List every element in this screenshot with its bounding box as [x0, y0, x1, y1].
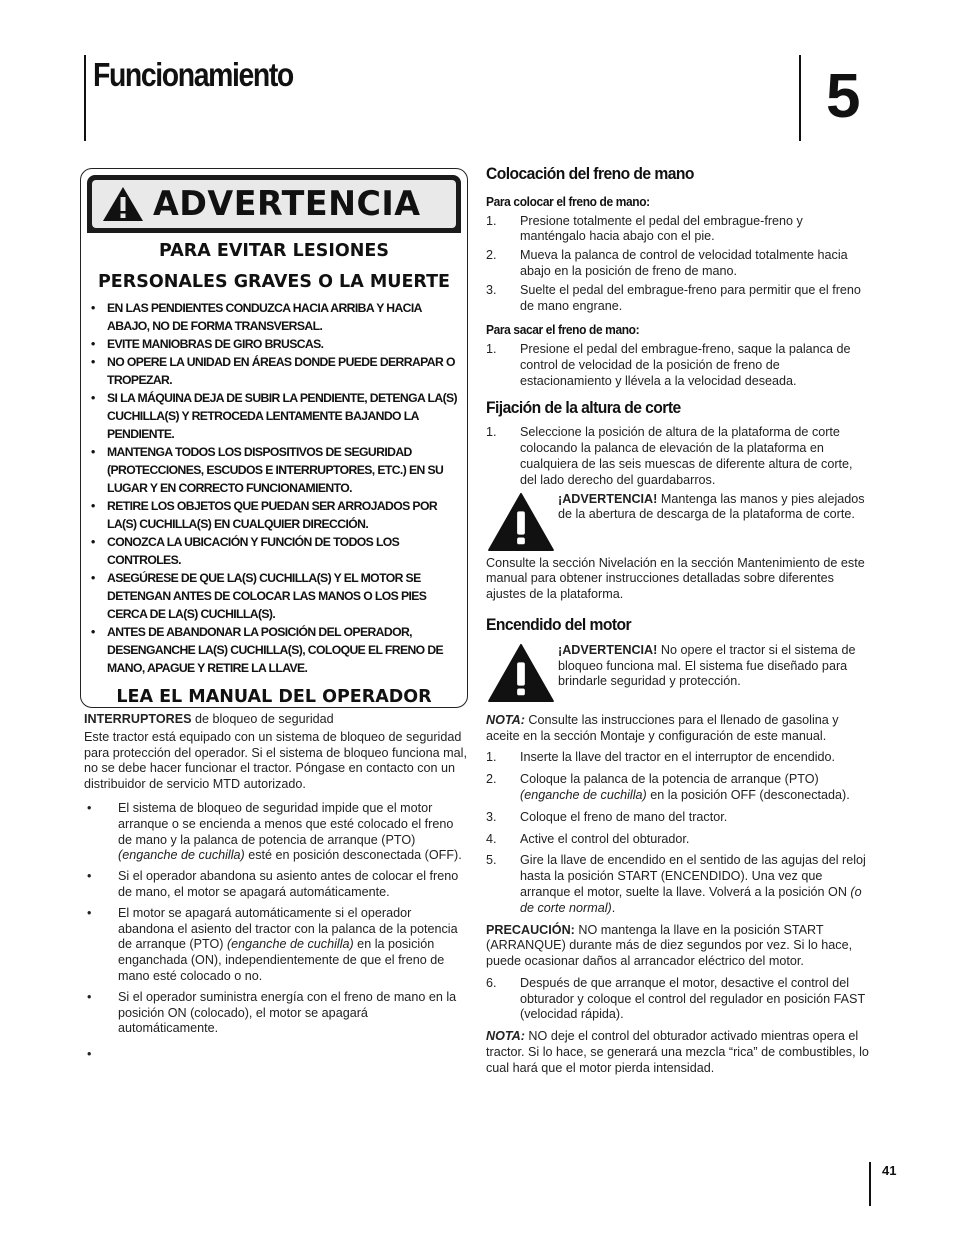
- page-number: 41: [882, 1163, 897, 1178]
- cut-height-note: Consulte la sección Nivelación en la sección Mantenimiento de este manual para obtener instrucciones detalladas sobre diferentes ajustes de la plataforma.: [486, 555, 865, 602]
- interlock-section: [84, 712, 468, 1047]
- footer-rule: [869, 1162, 871, 1206]
- warning-heading: ADVERTENCIA: [153, 184, 421, 224]
- list-item: 1. Inserte la llave del tractor en el interruptor de encendido.: [486, 750, 836, 765]
- warning-subheading-1: PARA EVITAR LESIONES: [159, 241, 389, 261]
- brake-set-heading: Para colocar el freno de mano:: [486, 193, 650, 209]
- brake-heading: Colocación del freno de mano: [486, 164, 694, 183]
- warning-triangle-icon: [486, 643, 556, 703]
- list-item: • El sistema de bloqueo de seguridad impide que el motor arranque o se encienda a menos que esté colocado el freno de mano y la palanca de potencia de arranque (PTO) (enganche de cuchilla) esté en posición desconectada (OFF).: [84, 801, 468, 864]
- interlock-label: INTERRUPTORES de bloqueo de seguridad: [84, 712, 334, 726]
- list-item: 3. Coloque el freno de mano del tractor.: [486, 809, 728, 824]
- list-item: 1. Seleccione la posición de altura de la plataforma de corte colocando la palanca de elevación de la plataforma en cualquiera de las seis muescas de diferente altura de corte, del lado derecho del guardabarros.: [486, 425, 853, 487]
- warning-item: • RETIRE LOS OBJETOS QUE PUEDAN SER ARROJADOS POR LA(S) CUCHILLA(S) EN CUALQUIER DIRECCIÓN.: [89, 497, 461, 533]
- cut-height-heading: Fijación de la altura de corte: [486, 397, 681, 417]
- list-item: 2. Mueva la palanca de control de velocidad totalmente hacia abajo en la posición de freno de mano.: [486, 248, 848, 278]
- chapter-number: 5: [826, 62, 859, 131]
- engine-note-2: NOTA: NO deje el control del obturador activado mientras opera el tractor. Si lo hace, se generará una mezcla “rica” de combustibles, lo cual hará que el motor pierda intensidad.: [486, 1029, 869, 1075]
- warning-triangle-icon: [101, 185, 145, 223]
- warning-label: [80, 168, 468, 708]
- chapter-title: Funcionamiento: [93, 56, 293, 93]
- warning-item: • MANTENGA TODOS LOS DISPOSITIVOS DE SEGURIDAD (PROTECCIONES, ESCUDOS E INTERRUPTORES, ETC.) EN SU LUGAR Y EN CORRECTO FUNCIONAMIENTO.: [89, 443, 461, 497]
- list-item: 4. Active el control del obturador.: [486, 831, 690, 846]
- engine-note-1: NOTA: Consulte las instrucciones para el llenado de gasolina y aceite en la sección Montaje y configuración de este manual.: [486, 712, 839, 743]
- header-right-rule: [799, 55, 801, 141]
- list-item: • Si el operador suministra energía con el freno de mano en la posición ON (colocado), el motor se apagará automáticamente.: [84, 990, 468, 1037]
- list-item: 3. Suelte el pedal del embrague-freno para permitir que el freno de mano engrane.: [486, 282, 861, 313]
- warning-label-header: [87, 175, 461, 233]
- right-column: [486, 166, 870, 1077]
- cut-height-warning: ¡ADVERTENCIA! Mantenga las manos y pies alejados de la abertura de descarga de la plataforma de corte.: [486, 492, 870, 552]
- engine-heading: Encendido del motor: [486, 614, 632, 634]
- list-item: 1. Presione el pedal del embrague-freno, saque la palanca de control de velocidad de la posición de freno de estacionamiento y llévela a la velocidad deseada.: [486, 342, 851, 388]
- warning-footer: LEA EL MANUAL DEL OPERADOR: [116, 687, 432, 707]
- engine-caution: PRECAUCIÓN: NO mantenga la llave en la posición START (ARRANQUE) durante más de diez segundos por vez. Si lo hace, puede ocasionar daños al arrancador eléctrico del motor.: [486, 922, 853, 969]
- warning-item: • ANTES DE ABANDONAR LA POSICIÓN DEL OPERADOR, DESENGANCHE LA(S) CUCHILLA(S), COLOQUE EL FRENO DE MANO, APAGUE Y RETIRE LA LLAVE.: [89, 623, 461, 677]
- list-item: • Si el operador abandona su asiento antes de colocar el freno de mano, el motor se apagará automáticamente.: [84, 869, 468, 901]
- engine-steps-continued: [486, 976, 870, 1023]
- header-left-rule: [84, 55, 86, 141]
- warning-list: [87, 299, 461, 677]
- brake-set-steps: [486, 214, 870, 315]
- warning-item: • EVITE MANIOBRAS DE GIRO BRUSCAS.: [89, 335, 461, 353]
- list-item: 5. Gire la llave de encendido en el sentido de las agujas del reloj hasta la posición START (ENCENDIDO). Una vez que arranque el motor, suelte la llave. Volverá a la posición ON (o de corte normal).: [486, 853, 866, 915]
- list-item: 6. Después de que arranque el motor, desactive el control del obturador y coloque el control del regulador en posición FAST (velocidad rápida).: [486, 975, 865, 1022]
- warning-item: • NO OPERE LA UNIDAD EN ÁREAS DONDE PUEDE DERRAPAR O TROPEZAR.: [89, 353, 461, 389]
- engine-warning: ¡ADVERTENCIA! No opere el tractor si el sistema de bloqueo funciona mal. El sistema fue diseñado para brindarle seguridad y protección.: [486, 643, 870, 703]
- list-item: 2. Coloque la palanca de la potencia de arranque (PTO) (enganche de cuchilla) en la posición OFF (desconectada).: [486, 772, 850, 802]
- warning-item: • EN LAS PENDIENTES CONDUZCA HACIA ARRIBA Y HACIA ABAJO, NO DE FORMA TRANSVERSAL.: [89, 299, 461, 335]
- list-item: 1. Presione totalmente el pedal del embrague-freno y manténgalo hacia abajo con el pie.: [486, 213, 803, 244]
- warning-item: • CONOZCA LA UBICACIÓN Y FUNCIÓN DE TODOS LOS CONTROLES.: [89, 533, 461, 569]
- engine-steps: [486, 750, 870, 916]
- cut-height-steps: [486, 425, 870, 488]
- interlock-intro: Este tractor está equipado con un sistema de bloqueo de seguridad para protección del operador. Si el sistema de bloqueo funciona mal, no se debe hacer funcionar el tractor. Póngase en contacto con un distribuidor de servicio MTD autorizado.: [84, 729, 467, 792]
- interlock-bullets: [84, 801, 468, 1037]
- warning-item: • ASEGÚRESE DE QUE LA(S) CUCHILLA(S) Y EL MOTOR SE DETENGAN ANTES DE COLOCAR LAS MANOS O LOS PIES CERCA DE LA(S) CUCHILLA(S).: [89, 569, 461, 623]
- warning-item: • SI LA MÁQUINA DEJA DE SUBIR LA PENDIENTE, DETENGA LA(S) CUCHILLA(S) Y RETROCEDA LENTAMENTE BAJANDO LA PENDIENTE.: [89, 389, 461, 443]
- warning-subheading-2: PERSONALES GRAVES O LA MUERTE: [97, 272, 451, 292]
- brake-release-heading: Para sacar el freno de mano:: [486, 322, 640, 338]
- list-item: • El motor se apagará automáticamente si el operador abandona el asiento del tractor con la palanca de la potencia de arranque (PTO) (enganche de cuchilla) en la posición enganchada (ON), independientemente de que el freno de mano esté colocado o no.: [84, 906, 468, 985]
- warning-triangle-icon: [486, 492, 556, 552]
- brake-release-steps: [486, 342, 870, 389]
